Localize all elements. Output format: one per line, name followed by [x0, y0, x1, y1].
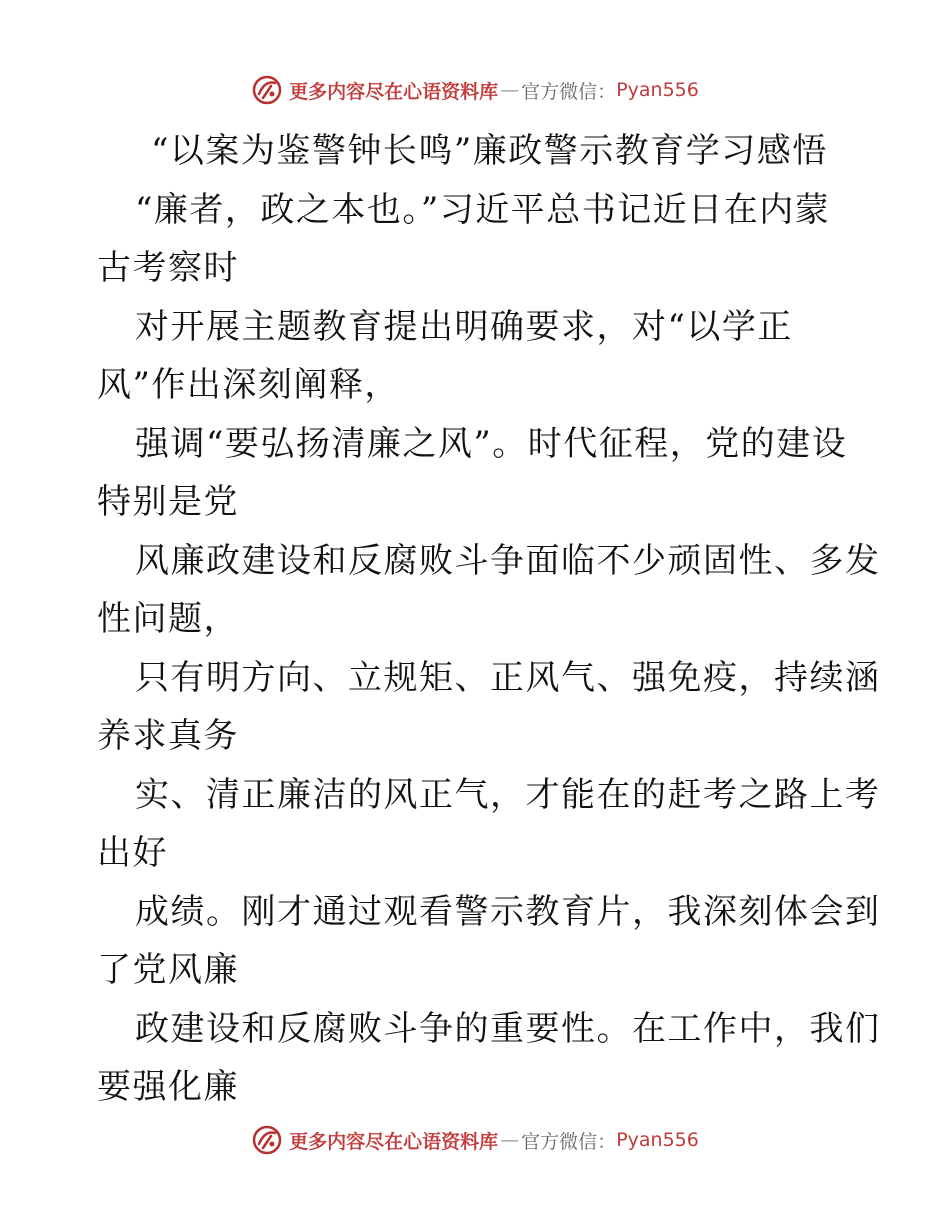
paragraph-line: 古考察时 [97, 248, 239, 288]
watermark-site-text: 更多内容尽在心语资料库 [289, 1130, 499, 1153]
header-watermark [0, 70, 950, 110]
paragraph-line: 风”作出深刻阐释， [97, 365, 400, 405]
brand-logo-icon [251, 1124, 283, 1156]
paragraph-line: 实、清正廉洁的风正气，才能在的赶考之路上考 [135, 774, 881, 815]
paragraph-line: 强调“要弘扬清廉之风”。时代征程，党的建设 [135, 423, 848, 464]
paragraph-line: 出好 [97, 833, 168, 873]
watermark-wechat-id: Pyan556 [616, 1129, 699, 1151]
paragraph-line: 特别是党 [97, 482, 239, 522]
brand-logo-icon [251, 74, 283, 106]
watermark-separator: — [500, 1129, 520, 1151]
paragraph-line: 性问题， [97, 599, 239, 639]
watermark-separator: — [500, 79, 520, 101]
paragraph-line: 政建设和反腐败斗争的重要性。在工作中，我们 [135, 1008, 881, 1049]
watermark-wechat-label: 官方微信： [521, 80, 617, 103]
paragraph-line: 了党风廉 [97, 950, 239, 990]
paragraph-line: 对开展主题教育提出明确要求，对“以学正 [135, 306, 793, 347]
watermark-site-text: 更多内容尽在心语资料库 [289, 80, 499, 103]
paragraph-line: 养求真务 [97, 716, 239, 756]
paragraph-line: 要强化廉 [97, 1067, 239, 1107]
document-body [97, 122, 881, 1117]
paragraph-line: 风廉政建设和反腐败斗争面临不少顽固性、多发 [135, 540, 881, 581]
document-title: “以案为鉴警钟长鸣”廉政警示教育学习感悟 [151, 131, 828, 171]
paragraph-line: 只有明方向、立规矩、正风气、强免疫，持续涵 [135, 657, 881, 698]
watermark-wechat-label: 官方微信： [521, 1130, 617, 1153]
watermark-wechat-id: Pyan556 [616, 79, 699, 101]
footer-watermark [0, 1120, 950, 1160]
paragraph-line: “廉者，政之本也。”习近平总书记近日在内蒙 [135, 189, 831, 230]
paragraph-line: 成绩。刚才通过观看警示教育片，我深刻体会到 [135, 891, 881, 932]
